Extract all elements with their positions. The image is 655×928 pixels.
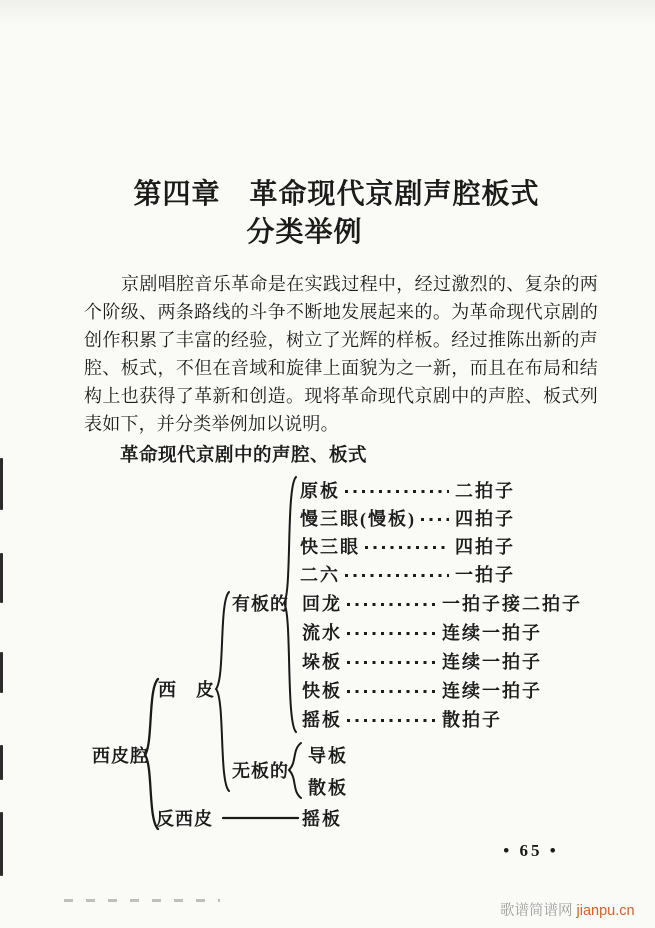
item-beat: 一拍子: [455, 565, 515, 585]
item-label: 回龙: [302, 594, 342, 614]
paragraph-line: 表如下，并分类举例加以说明。: [84, 414, 339, 434]
item-beat: 一拍子接二拍子: [442, 594, 582, 614]
diagram-subheading: 革命现代京剧中的声腔、板式: [120, 446, 368, 466]
label-fanxipi: 反西皮: [156, 809, 213, 829]
paragraph-line: 构上也获得了革新和创造。现将革命现代京剧中的声腔、板式列: [84, 386, 598, 406]
chapter-title-line2: 分类举例: [246, 217, 363, 248]
chapter-title-line1: 第四章 革命现代京剧声腔板式: [133, 179, 540, 210]
diagram-item-row: [302, 806, 342, 830]
watermark-site-name: 歌谱简谱网: [500, 903, 573, 919]
brace-wuban-group: [289, 743, 301, 798]
diagram-item-row: [300, 506, 515, 530]
diagram-item-row: [302, 620, 542, 644]
dotted-leader: [365, 546, 449, 549]
label-xipi: 西 皮: [158, 680, 215, 700]
item-beat: 四拍子: [455, 509, 515, 529]
brace-xipi-branch: [216, 592, 229, 791]
diagram-item-row: [300, 534, 515, 558]
watermark-site-url: jianpu.cn: [576, 903, 635, 919]
dotted-leader: [347, 690, 436, 693]
dotted-leader: [421, 518, 449, 521]
scan-smudge-artifact: [64, 899, 220, 902]
item-beat: 四拍子: [455, 537, 515, 557]
dotted-leader: [347, 632, 436, 635]
item-beat: 连续一拍子: [442, 652, 542, 672]
scan-edge-artifact: [0, 812, 3, 876]
diagram-item-row: [308, 743, 348, 767]
diagram-item-row: [308, 775, 348, 799]
paragraph-line: 京剧唱腔音乐革命是在实践过程中，经过激烈的、复杂的两: [121, 274, 598, 294]
diagram-item-row: [302, 649, 542, 673]
paragraph-line: 个阶级、两条路线的斗争不断地发展起来的。为革命现代京剧的: [84, 302, 598, 322]
dotted-leader: [345, 574, 449, 577]
label-xipiqiang: 西皮腔: [92, 746, 149, 766]
scan-edge-artifact: [0, 458, 3, 510]
item-label: 快三眼: [300, 537, 360, 557]
diagram-item-row: [302, 707, 502, 731]
watermark: [500, 899, 635, 920]
item-label: 慢三眼(慢板): [300, 509, 416, 529]
item-label: 摇板: [302, 710, 342, 730]
item-beat: 二拍子: [455, 481, 515, 501]
item-label: 二六: [300, 565, 340, 585]
diagram-item-row: [302, 591, 582, 615]
item-label: 垛板: [302, 652, 342, 672]
scan-edge-artifact: [0, 652, 3, 693]
diagram-item-row: [300, 562, 515, 586]
item-beat: 连续一拍子: [442, 681, 542, 701]
item-label: 散板: [308, 778, 348, 798]
item-label: 快板: [302, 681, 342, 701]
page-number: • 65 •: [503, 841, 559, 860]
dotted-leader: [347, 719, 436, 722]
label-youban: 有板的: [232, 594, 289, 614]
dotted-leader: [345, 490, 449, 493]
dotted-leader: [347, 603, 436, 606]
diagram-item-row: [300, 478, 515, 502]
item-label: 流水: [302, 623, 342, 643]
dotted-leader: [347, 661, 436, 664]
item-label: 导板: [308, 746, 348, 766]
scan-edge-artifact: [0, 553, 3, 603]
diagram-item-row: [302, 678, 542, 702]
paragraph-line: 创作积累了丰富的经验，树立了光辉的样板。经过推陈出新的声: [84, 330, 598, 350]
scan-edge-artifact: [0, 745, 3, 780]
item-beat: 连续一拍子: [442, 623, 542, 643]
item-beat: 散拍子: [442, 710, 502, 730]
item-label: 摇板: [302, 809, 342, 829]
paragraph-line: 腔、板式，不但在音域和旋律上面貌为之一新，而且在布局和结: [84, 358, 598, 378]
item-label: 原板: [300, 481, 340, 501]
intro-paragraph: [84, 270, 598, 438]
label-wuban: 无板的: [232, 761, 289, 781]
